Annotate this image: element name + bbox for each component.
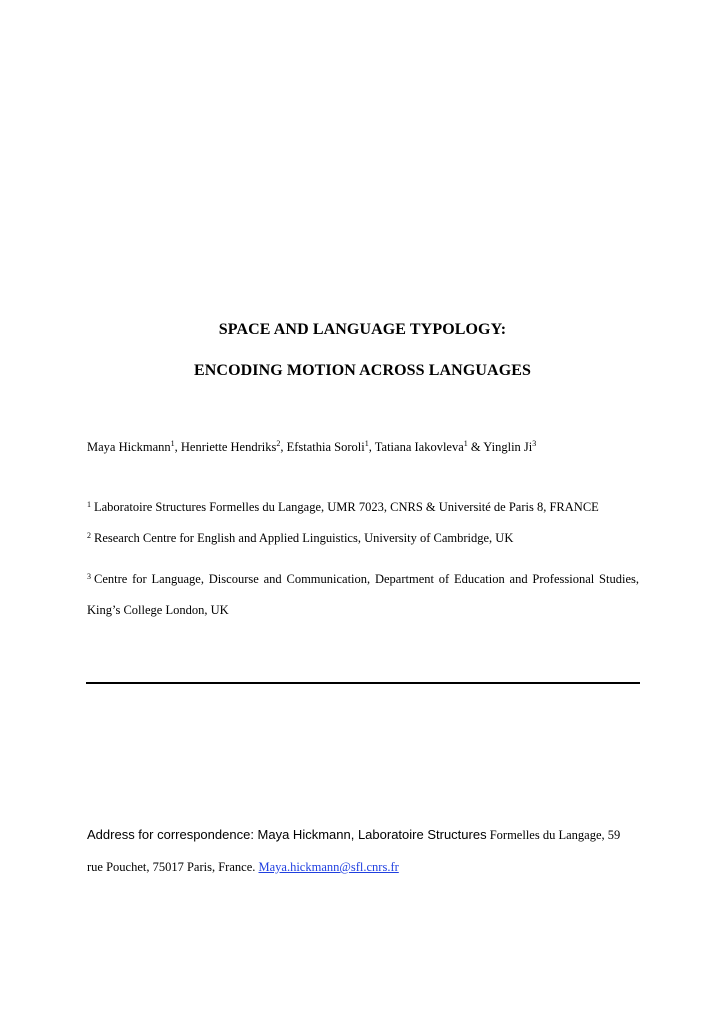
- correspondence-label: Address for correspondence: Maya Hickmann, Laboratoire Structures: [87, 827, 487, 842]
- correspondence-address: [87, 819, 640, 883]
- affiliation-2: [87, 531, 639, 546]
- author-name: Yinglin Ji: [483, 440, 533, 454]
- author-separator: ,: [368, 440, 375, 454]
- author-name: Maya Hickmann: [87, 440, 171, 454]
- affiliation-text: Research Centre for English and Applied Linguistics, University of Cambridge, UK: [94, 531, 514, 545]
- author-affiliation-mark: 1: [364, 439, 369, 448]
- affiliation-text: Centre for Language, Discourse and Communication, Department of Education and Professional Studies, King’s College London, UK: [87, 572, 639, 617]
- author-list: [87, 439, 536, 455]
- author-separator: ,: [174, 440, 181, 454]
- author-name: Tatiana Iakovleva: [374, 440, 464, 454]
- affiliation-1: [87, 500, 639, 515]
- author-name: Efstathia Soroli: [286, 440, 365, 454]
- author-name: Henriette Hendriks: [180, 440, 277, 454]
- author-affiliation-mark: 1: [463, 439, 468, 448]
- correspondence-street: rue Pouchet, 75017 Paris, France.: [87, 860, 259, 874]
- author-affiliation-mark: 1: [170, 439, 175, 448]
- horizontal-divider: [86, 682, 640, 684]
- affiliation-mark: 1: [87, 500, 91, 509]
- author-affiliation-mark: 2: [276, 439, 281, 448]
- correspondence-label-cont: Formelles du Langage, 59: [486, 828, 621, 842]
- author-separator: ,: [280, 440, 287, 454]
- paper-title-line-1: SPACE AND LANGUAGE TYPOLOGY:: [218, 321, 507, 338]
- author-separator: &: [467, 440, 484, 454]
- affiliation-mark: 3: [87, 572, 91, 581]
- correspondence-email-link[interactable]: Maya.hickmann@sfl.cnrs.fr: [258, 860, 399, 874]
- author-affiliation-mark: 3: [532, 439, 537, 448]
- affiliation-3: [87, 561, 639, 626]
- paper-title-line-2: ENCODING MOTION ACROSS LANGUAGES: [193, 362, 532, 379]
- affiliation-mark: 2: [87, 531, 91, 540]
- affiliation-text: Laboratoire Structures Formelles du Langage, UMR 7023, CNRS & Université de Paris 8, FRANCE: [94, 500, 599, 514]
